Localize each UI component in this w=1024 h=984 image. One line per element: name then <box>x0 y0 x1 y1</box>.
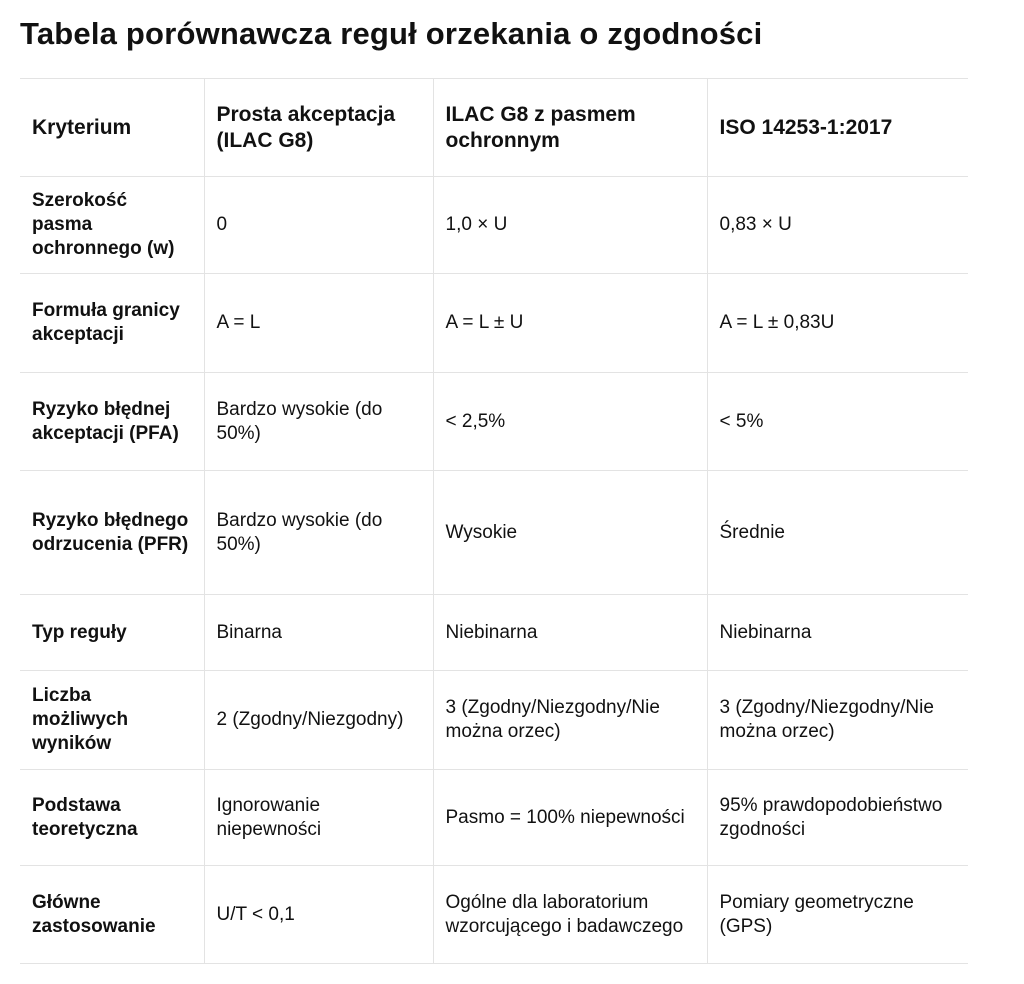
table-row <box>20 671 968 770</box>
cell-simple-acceptance: 0 <box>204 177 433 274</box>
cell-iso-14253: 95% prawdopodobieństwo zgodności <box>707 770 968 866</box>
row-criterion: Ryzyko błędnego odrzucenia (PFR) <box>20 471 204 595</box>
cell-simple-acceptance: 2 (Zgodny/Niezgodny) <box>204 671 433 770</box>
cell-iso-14253: A = L ± 0,83U <box>707 274 968 373</box>
table-header-row <box>20 79 968 177</box>
row-criterion: Typ reguły <box>20 595 204 671</box>
cell-iso-14253: Pomiary geometryczne (GPS) <box>707 866 968 964</box>
cell-iso-14253: Średnie <box>707 471 968 595</box>
cell-ilac-guard-band: Pasmo = 100% niepewności <box>433 770 707 866</box>
cell-iso-14253: 0,83 × U <box>707 177 968 274</box>
row-criterion: Liczba możliwych wyników <box>20 671 204 770</box>
table-row <box>20 177 968 274</box>
table-row <box>20 471 968 595</box>
row-criterion: Szerokość pasma ochronnego (w) <box>20 177 204 274</box>
cell-ilac-guard-band: Wysokie <box>433 471 707 595</box>
table-row <box>20 770 968 866</box>
cell-simple-acceptance: Binarna <box>204 595 433 671</box>
page-title: Tabela porównawcza reguł orzekania o zgodności <box>20 16 763 51</box>
cell-iso-14253: Niebinarna <box>707 595 968 671</box>
header-simple-acceptance: Prosta akceptacja (ILAC G8) <box>204 79 433 177</box>
table-row <box>20 595 968 671</box>
cell-ilac-guard-band: 1,0 × U <box>433 177 707 274</box>
cell-simple-acceptance: Ignorowanie niepewności <box>204 770 433 866</box>
cell-simple-acceptance: A = L <box>204 274 433 373</box>
table-row <box>20 274 968 373</box>
comparison-table <box>20 78 968 964</box>
cell-ilac-guard-band: 3 (Zgodny/Niezgodny/Nie można orzec) <box>433 671 707 770</box>
cell-ilac-guard-band: < 2,5% <box>433 373 707 471</box>
table-row <box>20 373 968 471</box>
row-criterion: Główne zastosowanie <box>20 866 204 964</box>
cell-ilac-guard-band: Ogólne dla laboratorium wzorcującego i badawczego <box>433 866 707 964</box>
cell-simple-acceptance: Bardzo wysokie (do 50%) <box>204 373 433 471</box>
cell-iso-14253: 3 (Zgodny/Niezgodny/Nie można orzec) <box>707 671 968 770</box>
header-criterion: Kryterium <box>20 79 204 177</box>
cell-ilac-guard-band: Niebinarna <box>433 595 707 671</box>
table-row <box>20 866 968 964</box>
cell-simple-acceptance: U/T < 0,1 <box>204 866 433 964</box>
row-criterion: Formuła granicy akceptacji <box>20 274 204 373</box>
cell-ilac-guard-band: A = L ± U <box>433 274 707 373</box>
header-ilac-guard-band: ILAC G8 z pasmem ochronnym <box>433 79 707 177</box>
cell-iso-14253: < 5% <box>707 373 968 471</box>
row-criterion: Podstawa teoretyczna <box>20 770 204 866</box>
header-iso-14253: ISO 14253-1:2017 <box>707 79 968 177</box>
row-criterion: Ryzyko błędnej akceptacji (PFA) <box>20 373 204 471</box>
cell-simple-acceptance: Bardzo wysokie (do 50%) <box>204 471 433 595</box>
